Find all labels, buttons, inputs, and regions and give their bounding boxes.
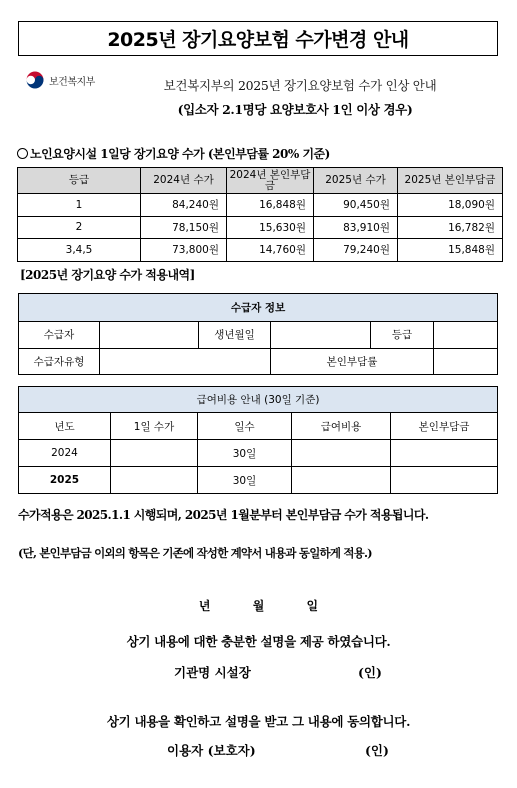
- rates-header-2024-fee: 2024년 수가: [141, 168, 227, 194]
- fee-2025-cell: 90,450원: [314, 194, 398, 217]
- agreement-confirmation: 상기 내용을 확인하고 설명을 받고 그 내용에 동의합니다.: [106, 714, 411, 729]
- recipient-info-title: 수급자 정보: [19, 294, 498, 322]
- document-title: 2025년 장기요양보험 수가변경 안내: [18, 21, 498, 56]
- copay-rate-label: 본인부담률: [271, 348, 434, 375]
- daily-fee-field[interactable]: [111, 440, 198, 467]
- days-cell: 30일: [198, 440, 292, 467]
- grade-field[interactable]: [434, 322, 498, 349]
- copay-rate-field[interactable]: [434, 348, 498, 375]
- benefit-field[interactable]: [292, 440, 391, 467]
- subtitle: 보건복지부의 2025년 장기요양보험 수가 인상 안내: [163, 78, 437, 93]
- copay-2025-cell: 16,782원: [398, 216, 503, 239]
- cost-header-copay: 본인부담금: [391, 413, 498, 440]
- table-row: [18, 216, 503, 239]
- section-heading-text: 노인요양시설 1일당 장기요양 수가 (본인부담률 20% 기준): [30, 147, 330, 161]
- cost-header-days: 일수: [198, 413, 292, 440]
- recipient-name-label: 수급자: [19, 322, 100, 349]
- subtitle-condition: (입소자 2.1명당 요양보호사 1인 이상 경우): [177, 102, 413, 117]
- grade-cell: 1: [18, 194, 141, 217]
- other-items-note: (단, 본인부담금 이외의 항목은 기존에 작성한 계약서 내용과 동일하게 적용.): [18, 546, 372, 560]
- copay-field[interactable]: [391, 467, 498, 494]
- cost-header-benefit: 급여비용: [292, 413, 391, 440]
- recipient-name-field[interactable]: [100, 322, 199, 349]
- copay-2024-cell: 15,630원: [227, 216, 314, 239]
- recipient-type-field[interactable]: [100, 348, 271, 375]
- copay-2024-cell: 16,848원: [227, 194, 314, 217]
- rates-header-2025-copay: 2025년 본인부담금: [398, 168, 503, 194]
- copay-2025-cell: 18,090원: [398, 194, 503, 217]
- cost-table: [18, 386, 498, 494]
- copay-2025-cell: 15,848원: [398, 239, 503, 262]
- facility-signer-label: 기관명 시설장: [174, 665, 251, 680]
- table-row: [18, 194, 503, 217]
- fee-2024-cell: 78,150원: [141, 216, 227, 239]
- copay-2024-cell: 14,760원: [227, 239, 314, 262]
- table-row: [19, 467, 498, 494]
- recipient-info-table: [18, 293, 498, 375]
- birth-date-field[interactable]: [271, 322, 371, 349]
- rates-header-grade: 등급: [18, 168, 141, 194]
- table-row: [18, 239, 503, 262]
- taegeuk-emblem-icon: [25, 70, 45, 90]
- cost-table-title: 급여비용 안내 (30일 기준): [19, 387, 498, 413]
- rates-header-row: [18, 168, 503, 194]
- ministry-logo: [25, 70, 95, 90]
- benefit-field[interactable]: [292, 467, 391, 494]
- copay-field[interactable]: [391, 440, 498, 467]
- rates-header-2025-fee: 2025년 수가: [314, 168, 398, 194]
- logo-text: 보건복지부: [49, 76, 95, 88]
- fee-2025-cell: 79,240원: [314, 239, 398, 262]
- user-signer-label: 이용자 (보호자): [167, 743, 256, 758]
- effective-date-note: 수가적용은 2025.1.1 시행되며, 2025년 1월분부터 본인부담금 수가 적용됩니다.: [18, 508, 429, 522]
- cost-header-row: [19, 413, 498, 440]
- cost-header-daily-fee: 1일 수가: [111, 413, 198, 440]
- recipient-type-label: 수급자유형: [19, 348, 100, 375]
- days-cell: 30일: [198, 467, 292, 494]
- birth-date-label: 생년월일: [199, 322, 271, 349]
- circle-bullet-icon: [17, 148, 28, 159]
- year-cell: 2024: [19, 440, 111, 467]
- user-seal-mark: (인): [365, 743, 389, 758]
- fee-2025-cell: 83,910원: [314, 216, 398, 239]
- date-line: 년 월 일: [198, 599, 319, 613]
- cost-header-year: 년도: [19, 413, 111, 440]
- year-cell: 2025: [19, 467, 111, 494]
- grade-cell: 3,4,5: [18, 239, 141, 262]
- rates-header-2024-copay: 2024년 본인부담금: [227, 168, 314, 194]
- section-heading: [17, 145, 330, 162]
- rates-table: [17, 167, 503, 262]
- grade-cell: 2: [18, 216, 141, 239]
- fee-2024-cell: 73,800원: [141, 239, 227, 262]
- table-row: [19, 440, 498, 467]
- fee-2024-cell: 84,240원: [141, 194, 227, 217]
- daily-fee-field[interactable]: [111, 467, 198, 494]
- facility-seal-mark: (인): [358, 665, 382, 680]
- explanation-confirmation: 상기 내용에 대한 충분한 설명을 제공 하였습니다.: [126, 634, 391, 649]
- history-heading: [2025년 장기요양 수가 적용내역]: [20, 268, 195, 282]
- grade-label: 등급: [371, 322, 434, 349]
